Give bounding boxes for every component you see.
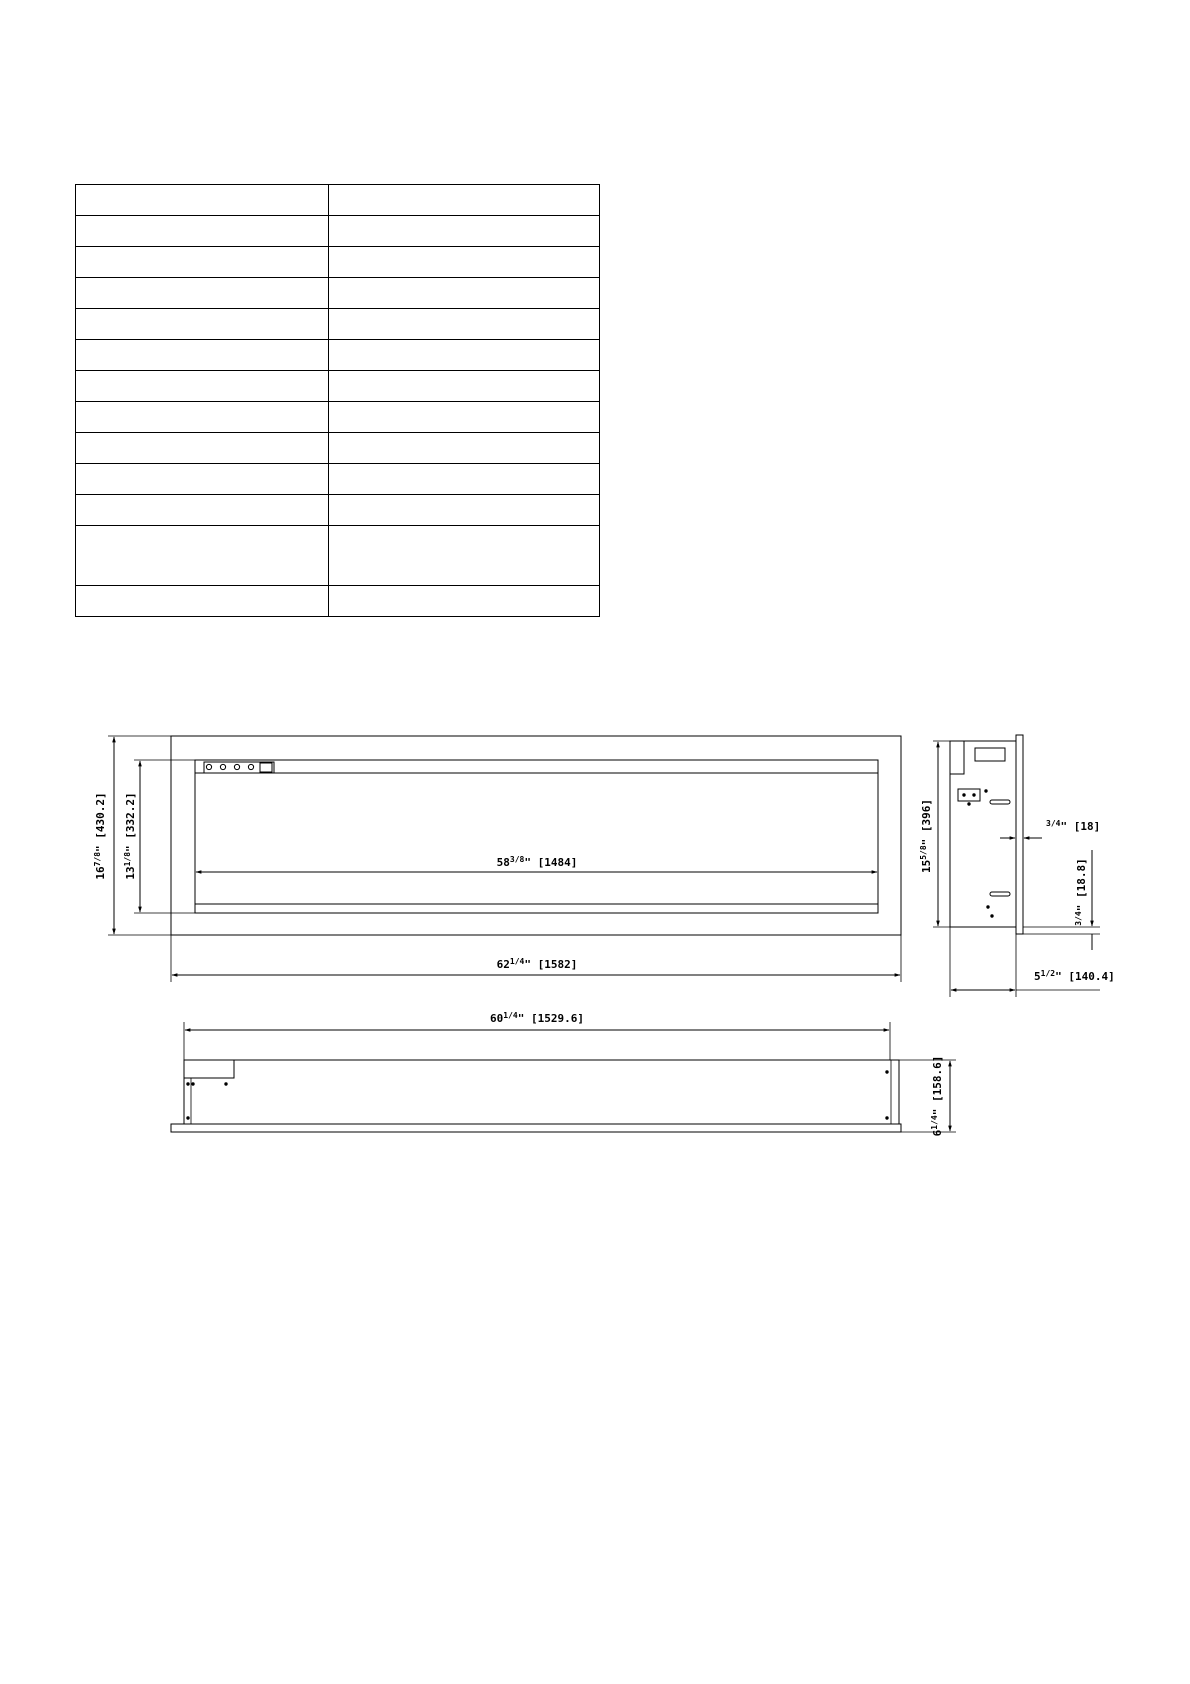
svg-text:601/4" [1529.6]: $60^1/4$" [1529.6] (490, 1011, 584, 1025)
label-inner-width (497, 855, 578, 869)
top-body (184, 1060, 899, 1124)
control-button-icon (206, 764, 211, 769)
svg-text:61/4" [158.6]: $6^1/4$" [158.6] (930, 1055, 944, 1137)
label-overall-width (497, 957, 578, 971)
top-corner-bracket (184, 1060, 234, 1078)
label-body-depth (930, 1056, 944, 1137)
side-label-box (975, 748, 1005, 761)
side-top-bracket (950, 741, 964, 774)
side-flange (1016, 735, 1023, 934)
top-front-plate (171, 1124, 901, 1132)
label-side-depth (1034, 969, 1115, 983)
control-button-icon (234, 764, 239, 769)
label-body-width (490, 1011, 584, 1025)
side-slot (990, 892, 1010, 896)
svg-text:583/8" [1484]: $58^3/8$" [1484] (496, 855, 578, 869)
side-terminal-box (958, 789, 980, 801)
side-body (950, 741, 1016, 927)
control-panel (204, 762, 274, 773)
label-inner-height (123, 792, 137, 879)
front-inner-panel (195, 760, 878, 913)
label-flange-thickness (1046, 819, 1100, 833)
side-slot (990, 800, 1010, 804)
svg-text:51/2" [140.4]: $5^1/2$" [140.4] (1034, 969, 1115, 983)
label-side-height (919, 799, 933, 873)
control-button-icon (220, 764, 225, 769)
svg-text:167/8" [430.2]: $16^7/8$" [430.2] (93, 792, 107, 880)
svg-text:3/4" [18.8]: $^3$/4" [18.8] (1074, 858, 1088, 926)
top-view (171, 1022, 956, 1132)
control-button-icon (248, 764, 253, 769)
svg-text:3/4" [18]: $^3$/4" [18] (1046, 819, 1101, 833)
svg-text:131/8" [332.2]: $13^1/8$" [332.2] (123, 792, 137, 880)
label-bottom-offset (1074, 858, 1088, 925)
control-switch (260, 763, 272, 772)
svg-text:621/4" [1582]: $62^1/4$" [1582] (496, 957, 578, 971)
front-outer-frame (171, 736, 901, 935)
label-overall-height (93, 792, 107, 879)
svg-text:155/8" [396]: $15^5/8$" [396] (919, 798, 933, 874)
